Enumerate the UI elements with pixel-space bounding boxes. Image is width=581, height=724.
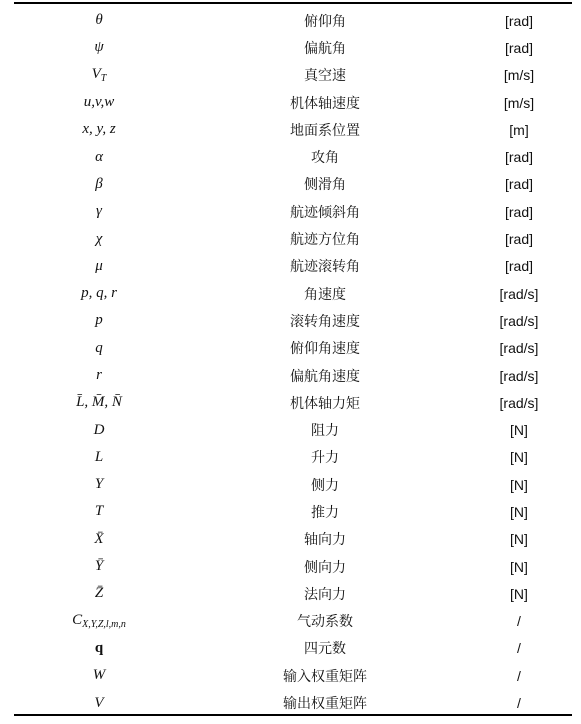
symbol-cell [14,526,184,553]
name-cell: 偏航角 [304,40,346,57]
table-row [14,116,572,143]
symbol-table [14,7,572,717]
table-row [14,225,572,252]
unit-cell: [rad] [504,203,533,220]
name-cell: 输入权重矩阵 [283,668,367,685]
table-row [14,62,572,89]
symbol-cell [14,89,184,116]
name-cell: 航迹滚转角 [290,259,360,276]
symbol-cell [14,198,184,225]
symbol-text: V [94,694,104,711]
table-row [14,253,572,280]
name-cell: 偏航角速度 [290,368,360,385]
symbol-text: T [94,503,104,520]
name-cell: 推力 [311,504,339,521]
unit-cell: [rad/s] [499,340,539,357]
unit-cell: [N] [510,585,528,602]
symbol-text: χ [95,230,103,247]
symbol-text: θ [95,12,103,29]
symbol-cell [14,280,184,307]
unit-cell: [rad/s] [499,367,539,384]
symbol-cell [14,662,184,689]
unit-cell: [rad] [504,231,533,248]
symbol-text: u,v,w [83,94,115,111]
symbol-cell [14,553,184,580]
name-cell: 机体轴速度 [290,95,360,112]
table-row [14,307,572,334]
symbol-text: p, q, r [81,285,117,302]
unit-cell: [rad] [504,176,533,193]
symbol-text: γ [96,203,102,220]
symbol-text: x, y, z [82,121,116,138]
name-cell: 侧向力 [304,559,346,576]
symbol-text: α [95,148,103,165]
symbol-cell [14,362,184,389]
symbol-text: q [95,339,103,356]
unit-cell: [rad/s] [499,312,539,329]
symbol-cell [14,471,184,498]
name-cell: 攻角 [311,150,339,167]
name-cell: 航迹方位角 [290,232,360,249]
symbol-text: L [94,448,104,465]
symbol-subscript: T [100,73,107,85]
symbol-cell [14,116,184,143]
symbol-cell [14,171,184,198]
unit-cell: / [517,695,521,712]
symbol-text: ψ [94,39,104,56]
symbol-cell [14,608,184,635]
unit-cell: [rad] [504,149,533,166]
name-cell: 升力 [311,450,339,467]
table-row [14,389,572,416]
symbol-cell [14,253,184,280]
symbol-text: β [95,175,103,192]
name-cell: 航迹倾斜角 [290,204,360,221]
table-row [14,335,572,362]
unit-cell: [N] [510,531,528,548]
unit-cell: / [517,613,521,630]
name-cell: 侧力 [311,477,339,494]
unit-cell: [rad/s] [499,285,539,302]
table-row [14,89,572,116]
unit-cell: / [517,667,521,684]
unit-cell: [N] [510,422,528,439]
symbol-subscript: X,Y,Z,l,m,n [82,619,126,631]
table-row [14,444,572,471]
name-cell: 轴向力 [304,532,346,549]
name-cell: 真空速 [304,68,346,85]
unit-cell: [N] [510,449,528,466]
symbol-text: Ȳ [94,558,104,575]
table-row [14,416,572,443]
symbol-cell [14,7,184,34]
name-cell: 滚转角速度 [290,313,360,330]
symbol-cell [14,444,184,471]
table-row [14,471,572,498]
symbol-cell [14,335,184,362]
symbol-text: W [92,667,106,684]
unit-cell: [N] [510,558,528,575]
symbol-text: Z̄ [94,585,104,602]
symbol-text: V [91,66,101,83]
symbol-cell [14,225,184,252]
unit-cell: [rad] [504,258,533,275]
unit-cell: [m/s] [503,67,535,84]
unit-cell: [rad/s] [499,394,539,411]
table-row [14,143,572,170]
name-cell: 俯仰角 [304,13,346,30]
name-cell: 俯仰角速度 [290,341,360,358]
symbol-text: Y [94,476,104,493]
unit-cell: / [517,640,521,657]
name-cell: 机体轴力矩 [290,395,360,412]
name-cell: 地面系位置 [290,122,360,139]
symbol-cell [14,143,184,170]
symbol-table-body [14,7,572,717]
table-row [14,198,572,225]
name-cell: 阻力 [311,423,339,440]
table-row [14,280,572,307]
table-row [14,526,572,553]
table-top-rule [14,2,572,4]
unit-cell: [N] [510,503,528,520]
name-cell: 气动系数 [297,614,353,631]
symbol-text: μ [95,257,103,274]
symbol-cell [14,389,184,416]
symbol-text: r [96,367,102,383]
symbol-cell [14,62,184,89]
table-row [14,580,572,607]
name-cell: 法向力 [304,586,346,603]
symbol-cell [14,34,184,61]
symbol-cell [14,689,184,716]
symbol-cell [14,307,184,334]
symbol-cell [14,635,184,662]
table-row [14,171,572,198]
table-row [14,7,572,34]
unit-cell: [N] [510,476,528,493]
name-cell: 输出权重矩阵 [283,696,367,713]
table-row [14,608,572,635]
unit-cell: [rad] [504,12,533,29]
unit-cell: [m/s] [503,94,535,111]
name-cell: 角速度 [304,286,346,303]
symbol-text: X̄ [94,530,104,547]
symbol-text: C [72,612,83,629]
symbol-text: D [93,421,105,438]
symbol-text: p [95,312,103,329]
symbol-cell [14,580,184,607]
table-row [14,689,572,716]
unit-cell: [m] [509,121,529,138]
name-cell: 四元数 [304,641,346,658]
table-row [14,34,572,61]
table-row [14,362,572,389]
symbol-cell [14,498,184,525]
table-row [14,662,572,689]
table-bottom-rule [14,714,572,716]
name-cell: 侧滑角 [304,177,346,194]
symbol-text: q [94,639,104,656]
symbol-text: L̄, M̄, N̄ [76,394,122,411]
table-row [14,553,572,580]
unit-cell: [rad] [504,39,533,56]
symbol-cell [14,416,184,443]
table-row [14,498,572,525]
table-row [14,635,572,662]
